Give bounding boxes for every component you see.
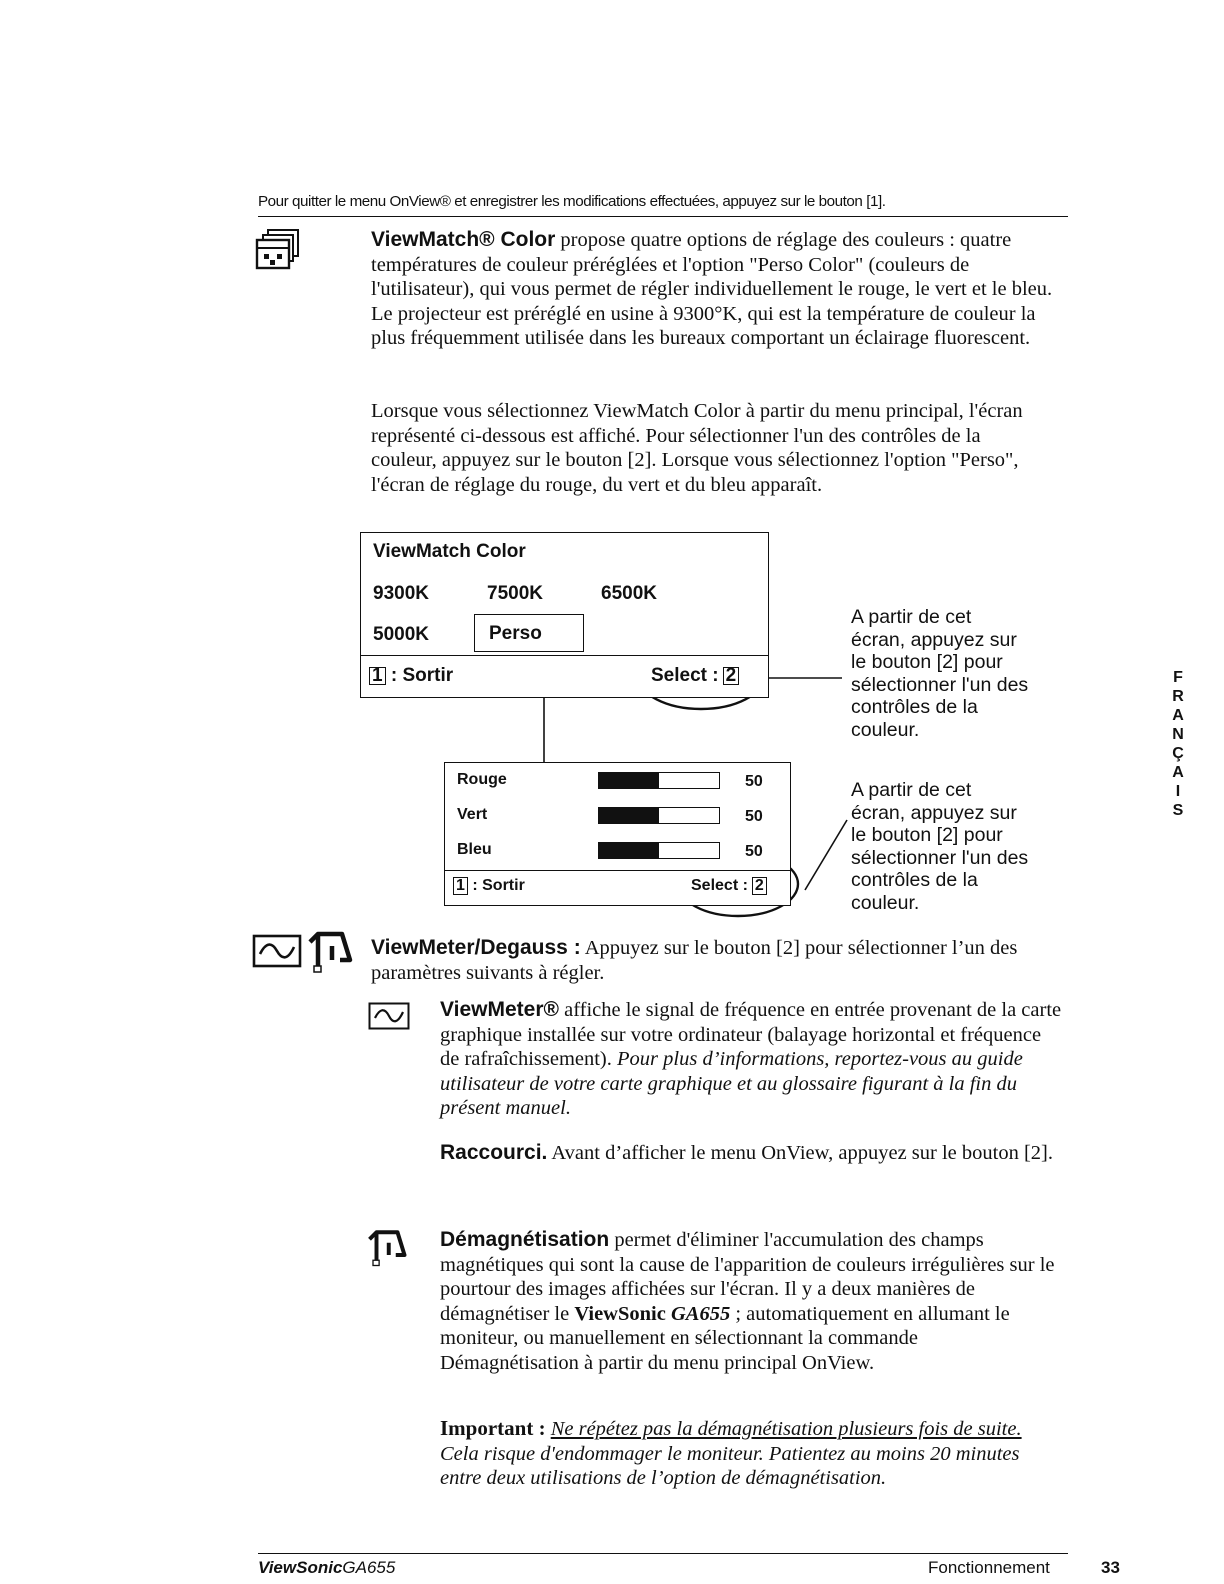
shortcut-title: Raccourci. xyxy=(440,1141,548,1164)
option-6500k[interactable]: 6500K xyxy=(601,583,657,604)
waveform-icon xyxy=(252,934,302,968)
language-letter: R xyxy=(1172,688,1184,705)
important-title: Important : xyxy=(440,1416,546,1440)
callout-2-line: écran, appuyez sur xyxy=(851,801,1017,824)
key-1: 1 xyxy=(453,877,468,895)
select-hint xyxy=(691,877,767,895)
callout-2 xyxy=(851,779,1028,914)
key-2: 2 xyxy=(723,667,740,685)
option-7500k[interactable]: 7500K xyxy=(487,583,543,604)
key-2: 2 xyxy=(752,877,767,895)
callout-2-line: contrôles de la xyxy=(851,869,978,891)
viewmeter-degauss-text: Appuyez sur le bouton [2] pour sélectionner l’un des paramètres suivants à régler. xyxy=(371,937,1018,984)
viewmatch-paragraph-2: Lorsque vous sélectionnez ViewMatch Color à partir du menu principal, l'écran représenté ci-dessous est affiché. Pour sélectionner l'un des contrôles de la couleur, appuyez sur le bouton [2]. Lorsque vous sélectionnez l'option "Perso", l'écran de réglage du rouge, du vert et du bleu apparaît. xyxy=(371,400,1023,496)
option-perso-box[interactable] xyxy=(474,614,584,652)
option-perso: Perso xyxy=(489,623,542,644)
bleu-slider-fill xyxy=(599,843,659,858)
viewmeter-text: affiche le signal de fréquence en entrée provenant de la carte graphique installée sur votre ordinateur (balayage horizontal et fréquence de rafraîchissement). xyxy=(440,999,1062,1070)
bleu-value: 50 xyxy=(745,843,763,860)
important-note: Cela risque d'endommager le moniteur. Patientez au moins 20 minutes entre deux utilisations de l’option de démagnétisation. xyxy=(440,1442,1020,1489)
callout-1-line: sélectionner l'un des xyxy=(851,673,1029,696)
degauss-model: GA655 xyxy=(670,1302,731,1325)
select-hint xyxy=(651,665,739,687)
viewmeter-italic-note: Pour plus d’informations, reportez-vous au guide utilisateur de votre carte graphique et au glossaire figurant à la fin du présent manuel. xyxy=(440,1048,1023,1119)
footer-model: GA655 xyxy=(342,1558,396,1577)
callout-1-line: couleur. xyxy=(851,718,920,741)
viewmatch-menu xyxy=(360,532,769,698)
language-letter: S xyxy=(1172,802,1184,819)
option-9300k[interactable]: 9300K xyxy=(373,583,429,604)
footer-section: Fonctionnement xyxy=(928,1558,1050,1577)
page-number: 33 xyxy=(1101,1558,1120,1577)
bleu-slider[interactable] xyxy=(598,842,720,859)
rouge-slider[interactable] xyxy=(598,772,720,789)
select-label: Select : xyxy=(691,877,748,894)
waveform-icon xyxy=(368,1002,410,1030)
bleu-label: Bleu xyxy=(457,841,492,858)
language-letter: I xyxy=(1175,783,1181,800)
vert-slider-fill xyxy=(599,808,659,823)
language-letter: A xyxy=(1172,764,1184,781)
exit-hint xyxy=(453,877,525,895)
rouge-slider-fill xyxy=(599,773,659,788)
degauss-text-1: permet d'éliminer l'accumulation des champs magnétiques qui sont la cause de l'apparition de couleurs irrégulières sur le pourtour des images affichées sur l'écran. Il y a deux manières de démagnétiser le xyxy=(440,1229,1055,1325)
rouge-label: Rouge xyxy=(457,771,507,788)
degauss-brand: ViewSonic xyxy=(574,1302,666,1325)
viewmeter-paragraph xyxy=(440,998,1065,1121)
language-tab xyxy=(1168,668,1188,820)
viewmeter-title: ViewMeter® xyxy=(440,998,559,1021)
footer-brand: ViewSonic xyxy=(258,1558,343,1577)
menu-title: ViewMatch Color xyxy=(373,541,526,562)
select-label: Select : xyxy=(651,665,719,686)
menu-divider xyxy=(445,870,790,871)
degauss-paragraph xyxy=(440,1228,1060,1375)
exit-label: : Sortir xyxy=(390,665,454,686)
magnet-icon xyxy=(366,1228,408,1268)
callout-1-line: A partir de cet xyxy=(851,606,972,628)
language-letter: F xyxy=(1173,669,1183,686)
language-letter: A xyxy=(1172,707,1184,724)
vert-slider[interactable] xyxy=(598,807,720,824)
viewmeter-degauss-paragraph xyxy=(371,936,1061,985)
exit-label: : Sortir xyxy=(472,877,525,894)
language-letter: N xyxy=(1172,726,1184,743)
important-paragraph xyxy=(440,1416,1065,1491)
rouge-value: 50 xyxy=(745,773,763,790)
top-note: Pour quitter le menu OnView® et enregistrer les modifications effectuées, appuyez sur le bouton [1]. xyxy=(258,193,886,210)
option-5000k[interactable]: 5000K xyxy=(373,624,429,645)
footer-rule xyxy=(258,1553,1068,1554)
vert-value: 50 xyxy=(745,808,763,825)
callout-1 xyxy=(851,606,1028,741)
viewmatch-title: ViewMatch® Color xyxy=(371,228,556,251)
callout-2-line: sélectionner l'un des xyxy=(851,846,1029,869)
exit-hint xyxy=(369,665,453,687)
key-1: 1 xyxy=(369,667,386,685)
menu-divider xyxy=(361,655,768,656)
degauss-text-2: ; automatiquement en allumant le moniteur, ou manuellement en sélectionnant la commande Démagnétisation à partir du menu principal OnView. xyxy=(440,1302,1010,1374)
callout-1-line: contrôles de la xyxy=(851,696,978,718)
callout-2-line: couleur. xyxy=(851,891,920,914)
magnet-icon xyxy=(306,930,354,974)
callout-1-line: écran, appuyez sur xyxy=(851,628,1017,651)
language-letter: Ç xyxy=(1172,745,1184,762)
callout-2-line: A partir de cet xyxy=(851,779,972,801)
callout-2-line: le bouton [2] pour xyxy=(851,824,1003,846)
shortcut-text: Avant d’afficher le menu OnView, appuyez sur le bouton [2]. xyxy=(551,1142,1053,1164)
shortcut-paragraph xyxy=(440,1141,1065,1166)
vert-label: Vert xyxy=(457,806,488,823)
degauss-title: Démagnétisation xyxy=(440,1228,610,1251)
callout-1-line: le bouton [2] pour xyxy=(851,651,1003,673)
important-warning: Ne répétez pas la démagnétisation plusieurs fois de suite. xyxy=(550,1418,1022,1440)
viewmeter-degauss-title: ViewMeter/Degauss : xyxy=(371,936,581,959)
viewmatch-description: propose quatre options de réglage des couleurs : quatre températures de couleur préréglées et l'option "Perso Color" (couleurs de l'utilisateur), qui vous permet de régler individuellement le rouge, le vert et le bleu. Le projecteur est préréglé en usine à 9300°K, qui est la température de couleur la plus fréquemment utilisée dans les bureaux comportant un éclairage fluorescent. xyxy=(371,229,1053,349)
footer-product xyxy=(258,1558,395,1578)
